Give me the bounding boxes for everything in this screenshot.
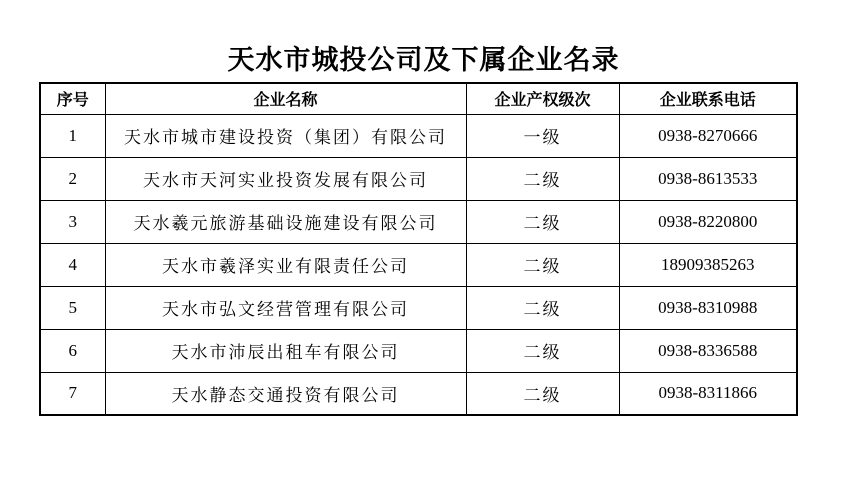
cell-index: 6 [40, 329, 105, 372]
cell-index: 7 [40, 372, 105, 415]
cell-phone: 0938-8220800 [619, 200, 797, 243]
cell-index: 2 [40, 157, 105, 200]
header-row [40, 83, 797, 114]
col-header-index: 序号 [40, 83, 105, 114]
cell-company-name: 天水羲元旅游基础设施建设有限公司 [105, 200, 466, 243]
cell-index: 3 [40, 200, 105, 243]
cell-index: 5 [40, 286, 105, 329]
cell-level: 二级 [466, 200, 619, 243]
cell-company-name: 天水市天河实业投资发展有限公司 [105, 157, 466, 200]
cell-company-name: 天水市羲泽实业有限责任公司 [105, 243, 466, 286]
cell-level: 二级 [466, 372, 619, 415]
col-header-level: 企业产权级次 [466, 83, 619, 114]
cell-phone: 0938-8311866 [619, 372, 797, 415]
cell-level: 二级 [466, 286, 619, 329]
cell-level: 二级 [466, 243, 619, 286]
col-header-name: 企业名称 [105, 83, 466, 114]
table-row [40, 372, 797, 415]
table-row [40, 243, 797, 286]
table-body [40, 114, 797, 415]
table-row [40, 200, 797, 243]
cell-company-name: 天水市弘文经营管理有限公司 [105, 286, 466, 329]
cell-phone: 0938-8336588 [619, 329, 797, 372]
table-row [40, 157, 797, 200]
cell-index: 1 [40, 114, 105, 157]
cell-level: 二级 [466, 329, 619, 372]
cell-phone: 0938-8310988 [619, 286, 797, 329]
cell-company-name: 天水静态交通投资有限公司 [105, 372, 466, 415]
cell-level: 二级 [466, 157, 619, 200]
cell-phone: 0938-8613533 [619, 157, 797, 200]
table-row [40, 286, 797, 329]
cell-company-name: 天水市沛辰出租车有限公司 [105, 329, 466, 372]
cell-phone: 18909385263 [619, 243, 797, 286]
table-header [40, 83, 797, 114]
table-row [40, 114, 797, 157]
page-title: 天水市城投公司及下属企业名录 [227, 45, 620, 75]
cell-level: 一级 [466, 114, 619, 157]
table-row [40, 329, 797, 372]
enterprise-directory-table [39, 82, 798, 416]
cell-index: 4 [40, 243, 105, 286]
cell-phone: 0938-8270666 [619, 114, 797, 157]
cell-company-name: 天水市城市建设投资（集团）有限公司 [105, 114, 466, 157]
col-header-phone: 企业联系电话 [619, 83, 797, 114]
